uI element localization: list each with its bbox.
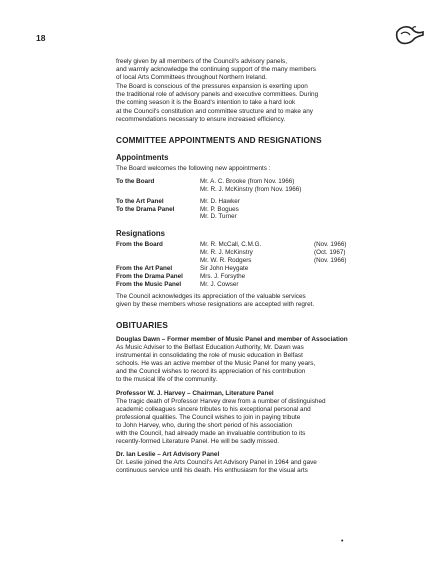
resignation-row: From the Art Panel Sir John Heygate [116,265,249,273]
obituary-text: The tragic death of Professor Harvey drew from a number of distinguished academic colleagues sincere tributes to his exceptional personal and professional qualities. The Council wishes to join in paying tribute to John Harvey, who, during the short period of his association with the Council, had already made an invaluable contribution to its recently-formed Literature Panel. He will be sadly missed. [116,397,326,446]
obituary-text: As Music Adviser to the Belfast Education Authority, Mr. Dawn was instrumental in consolidating the role of music education in Belfast schools. He was an active member of the Music Panel for many years, and the Council wishes to record its appreciation of his contribution to the musical life of the community. [116,344,316,384]
obituary-title: Dr. Ian Leslie – Art Advisory Panel [116,451,220,459]
resignation-row: Mr. R. J. McKinstry (Oct. 1967) [200,249,346,257]
obituary-text: Dr. Leslie joined the Arts Council's Art Advisory Panel in 1964 and gave continuous service until his death. His enthusiasm for the visual arts [116,459,317,475]
obituaries-heading: OBITUARIES [116,321,168,330]
board-paragraph: The Board is conscious of the pressures expansion is exerting upon the traditional role of advisory panels and executive committees. During the coming season it is the Board's intention to take a hard look at the Council's constitution and committee structure and to make any recommendations necessary to ensure increased efficiency. [116,83,319,123]
appointments-intro: The Board welcomes the following new appointments : [116,164,271,172]
resignations-closing: The Council acknowledges its appreciation of the valuable services given by these members whose resignations are accepted with regret. [116,292,315,308]
committee-heading: COMMITTEE APPOINTMENTS AND RESIGNATIONS [116,135,322,145]
appointments-heading: Appointments [116,152,169,162]
resignation-row: From the Music Panel Mr. J. Cowser [116,280,239,288]
obituary-entry [116,336,421,385]
intro-paragraph: freely given by all members of the Council's advisory panels, and warmly acknowledge the continuing support of the many members of local Arts Committees throughout Northern Ireland. [116,58,316,82]
obituary-entry [116,390,421,447]
resignations-list [116,241,421,288]
page-mark: • [341,538,344,545]
resignations-heading: Resignations [116,229,165,239]
page-number: 18 [36,33,46,43]
appointment-row: To the Drama Panel Mr. P. Bogues [116,205,239,213]
obituary-title: Douglas Dawn – Former member of Music Panel and member of Association [116,336,348,343]
resignation-row: Mr. W. R. Rodgers (Nov. 1966) [200,257,347,265]
resignation-row: From the Board Mr. R. McCall, C.M.G. (Nov. 1966) [116,241,347,249]
appointment-row: To the Art Panel Mr. D. Hawker [116,197,240,205]
obituary-entry [116,451,421,475]
appointment-row: Mr. R. J. McKinstry (from Nov. 1966) [200,185,302,193]
appointment-row: Mr. D. Turner [200,213,237,221]
resignation-row: From the Drama Panel Mrs. J. Forsythe [116,273,246,280]
page-content [116,58,421,477]
appointments-list [116,178,421,222]
harp-emblem-icon [395,24,425,46]
appointment-row: To the Board Mr. A. C. Brooke (from Nov. 1966) [116,177,295,185]
obituary-title: Professor W. J. Harvey – Chairman, Literature Panel [116,389,274,397]
